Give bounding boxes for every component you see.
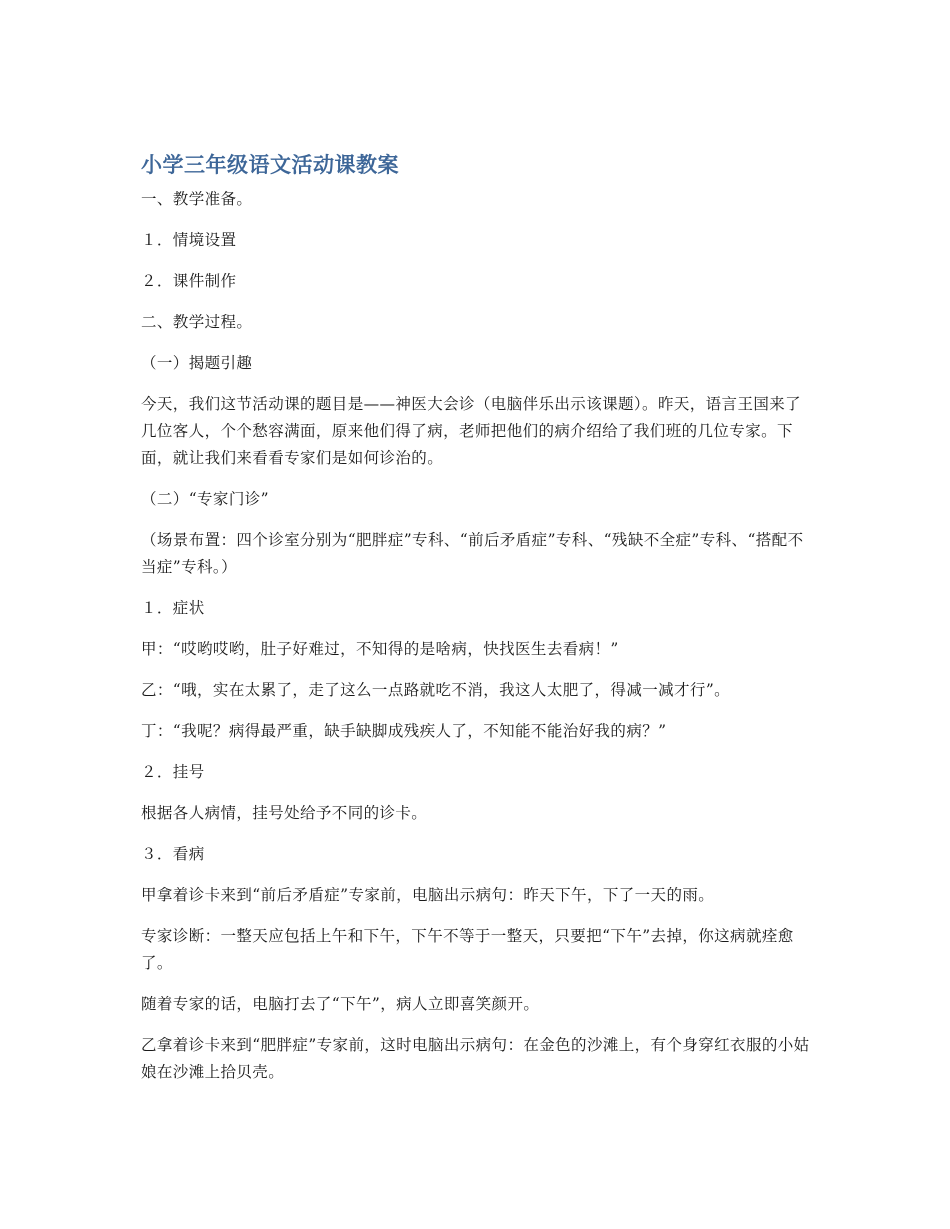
paragraph-process-heading: 二、教学过程。 xyxy=(141,313,253,331)
paragraph-section-1-heading: （一）揭题引趣 xyxy=(141,354,253,372)
paragraph-prep-item-1: １．情境设置 xyxy=(141,231,237,249)
paragraph-patient-d: 丁：“我呢？病得最严重，缺手缺脚成残疾人了，不知能不能治好我的病？” xyxy=(141,722,667,740)
paragraph-cure: 随着专家的话，电脑打去了“下午”，病人立即喜笑颜开。 xyxy=(141,995,540,1013)
paragraph-patient-a: 甲：“哎哟哎哟，肚子好难过，不知得的是啥病，快找医生去看病！” xyxy=(141,640,619,658)
paragraph-section-2-heading: （二）“专家门诊” xyxy=(141,490,269,508)
paragraph-patient-b: 乙：“哦，实在太累了，走了这么一点路就吃不消，我这人太肥了，得减一减才行”。 xyxy=(141,681,731,699)
paragraph-scene-setup: （场景布置：四个诊室分别为“肥胖症”专科、“前后矛盾症”专科、“残缺不全症”专科、“搭配不当症”专科。） xyxy=(141,531,804,576)
paragraph-symptoms-heading: １．症状 xyxy=(141,599,205,617)
paragraph-intro: 今天，我们这节活动课的题目是——神医大会诊（电脑伴乐出示该课题）。昨天，语言王国来了几位客人，个个愁容满面，原来他们得了病，老师把他们的病介绍给了我们班的几位专家。下面，就让我们来看看专家们是如何诊治的。 xyxy=(141,395,802,467)
paragraph-patient-a-visit: 甲拿着诊卡来到“前后矛盾症”专家前，电脑出示病句：昨天下午，下了一天的雨。 xyxy=(141,886,715,904)
paragraph-patient-b-visit: 乙拿着诊卡来到“肥胖症”专家前，这时电脑出示病句：在金色的沙滩上，有个身穿红衣服的小姑娘在沙滩上拾贝壳。 xyxy=(141,1036,810,1081)
document-body xyxy=(141,150,811,1100)
paragraph-consultation-heading: ３．看病 xyxy=(141,845,205,863)
paragraph-registration: 根据各人病情，挂号处给予不同的诊卡。 xyxy=(141,804,428,822)
paragraph-prep-item-2: ２．课件制作 xyxy=(141,272,237,290)
paragraph-prep-heading: 一、教学准备。 xyxy=(141,190,253,208)
paragraph-diagnosis: 专家诊断：一整天应包括上午和下午，下午不等于一整天，只要把“下午”去掉，你这病就痊愈了。 xyxy=(141,927,794,972)
paragraph-registration-heading: ２．挂号 xyxy=(141,763,205,781)
document-title: 小学三年级语文活动课教案 xyxy=(141,153,399,177)
